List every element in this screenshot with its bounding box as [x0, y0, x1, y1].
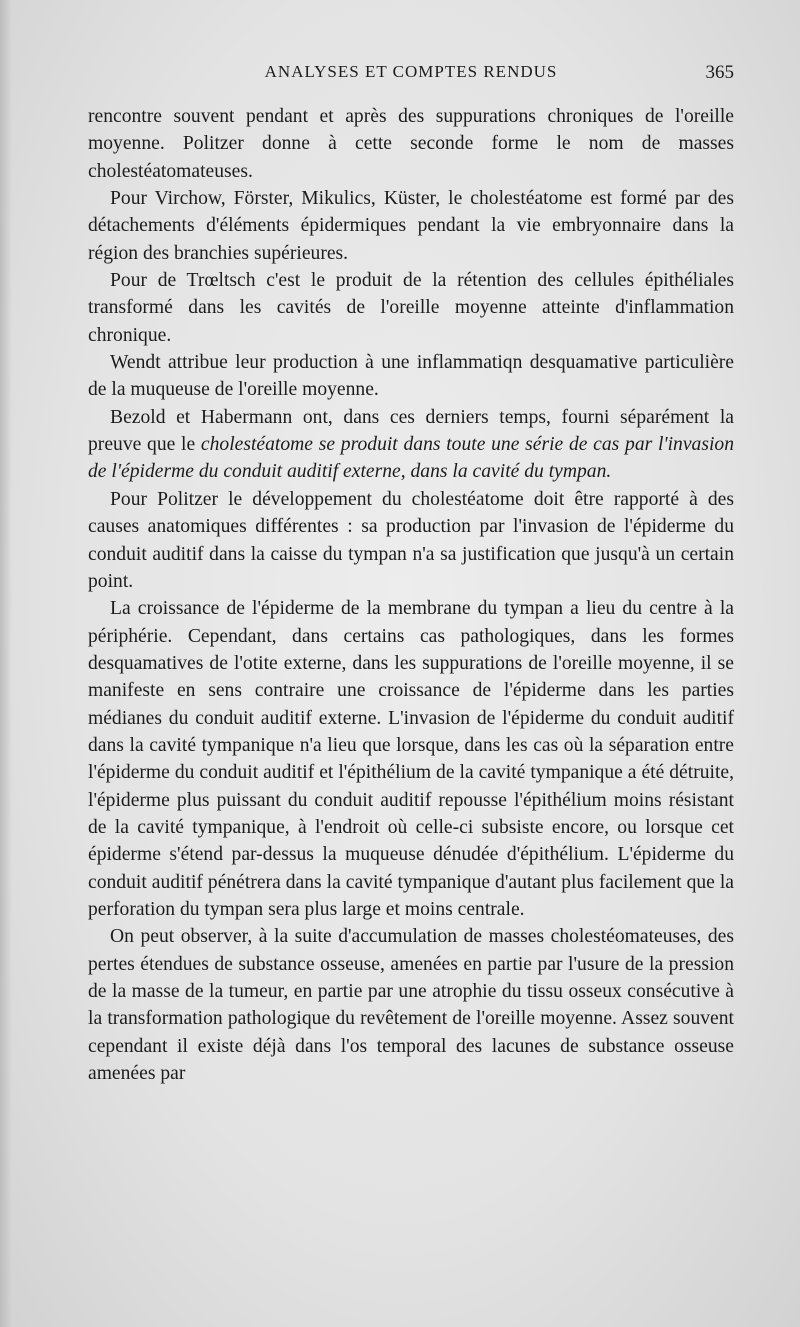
running-head: ANALYSES ET COMPTES RENDUS [264, 62, 558, 81]
paragraph-text: Bezold et Habermann ont, dans ces derniers temps, fourni séparément la preuve que le [88, 406, 734, 456]
paragraph: rencontre souvent pendant et après des suppurations chroniques de l'oreille moyenne. Politzer donne à cette seconde forme le nom de masses cholestéatomateuses. [88, 106, 734, 182]
paragraph: Wendt attribue leur production à une inflammatiqn desquamative particulière de la muqueuse de l'oreille moyenne. [88, 352, 734, 401]
body-text [88, 103, 734, 1087]
paragraph: Pour Virchow, Förster, Mikulics, Küster, le cholestéatome est formé par des détachements d'éléments épidermiques pendant la vie embryonnaire dans la région des branchies supérieures. [88, 188, 734, 264]
paragraph [88, 404, 734, 486]
page-number: 365 [705, 62, 734, 83]
paragraph: On peut observer, à la suite d'accumulation de masses cholestéomateuses, des pertes étendues de substance osseuse, amenées en partie par l'usure de la pression de la masse de la tumeur, en partie par une atrophie du tissu osseux consécutive à la transformation pathologique du revêtement de l'oreille moyenne. Assez souvent cependant il existe déjà dans l'os temporal des lacunes de substance osseuse amenées par [88, 926, 734, 1085]
page-header [88, 62, 734, 92]
page-gutter-shadow [0, 0, 12, 1327]
paragraph: La croissance de l'épiderme de la membrane du tympan a lieu du centre à la périphérie. Cependant, dans certains cas pathologiques, dans les formes desquamatives de l'otite externe, dans les suppurations de l'oreille moyenne, il se manifeste en sens contraire une croissance de l'épiderme dans les parties médianes du conduit auditif externe. L'invasion de l'épiderme du conduit auditif dans la cavité tympanique n'a lieu que lorsque, dans les cas où la séparation entre l'épiderme du conduit auditif et l'épithélium de la cavité tympanique a été détruite, l'épiderme plus puissant du conduit auditif repousse l'épithélium moins résistant de la cavité tympanique, à l'endroit où celle-ci subsiste encore, ou lorsque cet épiderme s'étend par-dessus la muqueuse dénudée d'épithélium. L'épiderme du conduit auditif pénétrera dans la cavité tympanique d'autant plus facilement que la perforation du tympan sera plus large et moins centrale. [88, 598, 734, 920]
italic-passage: cholestéatome se produit dans toute une série de cas par l'invasion de l'épiderme du conduit auditif externe, dans la cavité du tympan. [88, 434, 734, 483]
paragraph: Pour de Trœltsch c'est le produit de la rétention des cellules épithéliales transformé dans les cavités de l'oreille moyenne atteinte d'inflammation chronique. [88, 270, 734, 346]
paragraph: Pour Politzer le développement du cholestéatome doit être rapporté à des causes anatomiques différentes : sa production par l'invasion de l'épiderme du conduit auditif dans la caisse du tympan n'a sa justification que jusqu'à un certain point. [88, 488, 734, 592]
